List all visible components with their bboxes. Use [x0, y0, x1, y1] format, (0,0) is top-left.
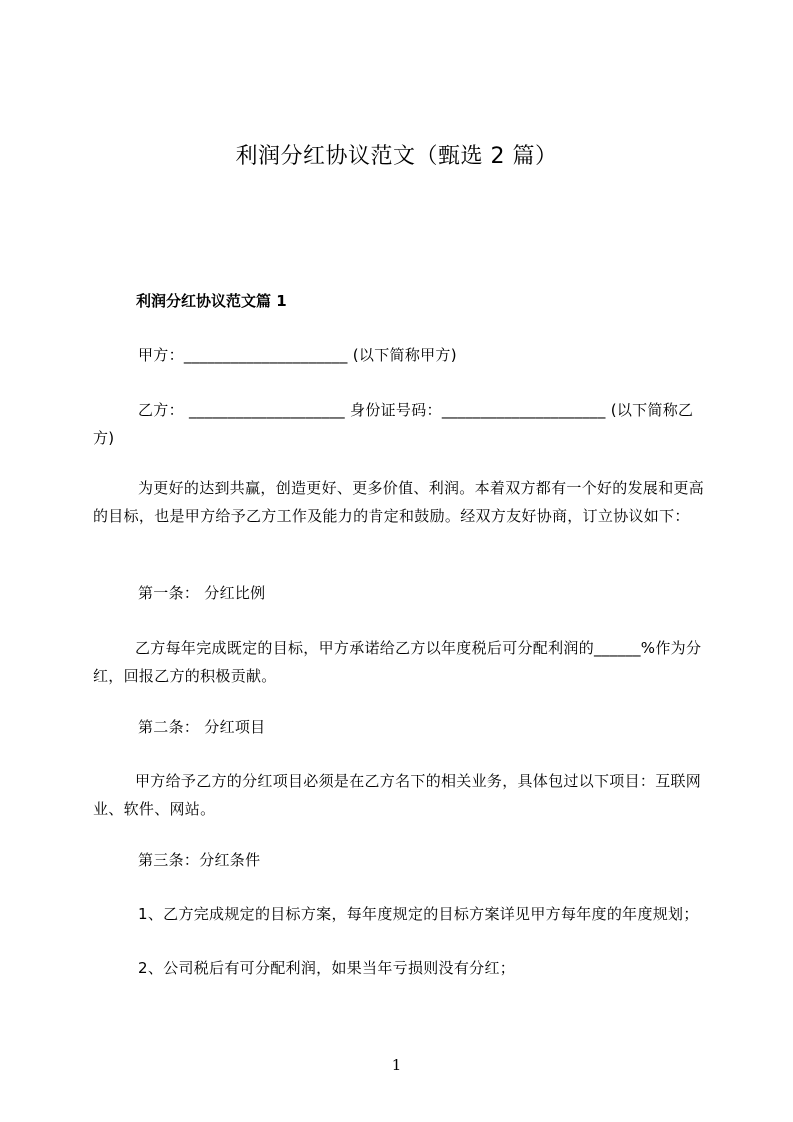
section-heading: 利润分红协议范文篇 1 [136, 292, 287, 310]
document-title: 利润分红协议范文（甄选 2 篇） [235, 144, 558, 169]
page-number: 1 [391, 1056, 402, 1074]
intro-paragraph: 为更好的达到共赢，创造更好、更多价值、利润。本着双方都有一个好的发展和更高的目标，也是甲方给予乙方工作及能力的肯定和鼓励。经双方友好协商，订立协议如下： [93, 479, 705, 525]
article-1-text: 乙方每年完成既定的目标，甲方承诺给乙方以年度税后可分配利润的______%作为分红，回报乙方的积极贡献。 [93, 639, 702, 685]
party-b-line: 乙方： ____________________ 身份证号码：_____________________ (以下简称乙方) [93, 401, 694, 447]
article-3-heading: 第三条：分红条件 [138, 851, 261, 869]
condition-1: 1、乙方完成规定的目标方案，每年度规定的目标方案详见甲方每年度的年度规划； [138, 905, 699, 923]
article-2-text: 甲方给予乙方的分红项目必须是在乙方名下的相关业务，具体包过以下项目：互联网业、软件、网站。 [93, 772, 702, 818]
condition-2: 2、公司税后有可分配利润，如果当年亏损则没有分红； [138, 959, 516, 977]
article-1-heading: 第一条： 分红比例 [138, 584, 266, 602]
party-a-line: 甲方：_____________________ (以下简称甲方) [138, 346, 457, 364]
article-2-heading: 第二条： 分红项目 [138, 718, 266, 736]
